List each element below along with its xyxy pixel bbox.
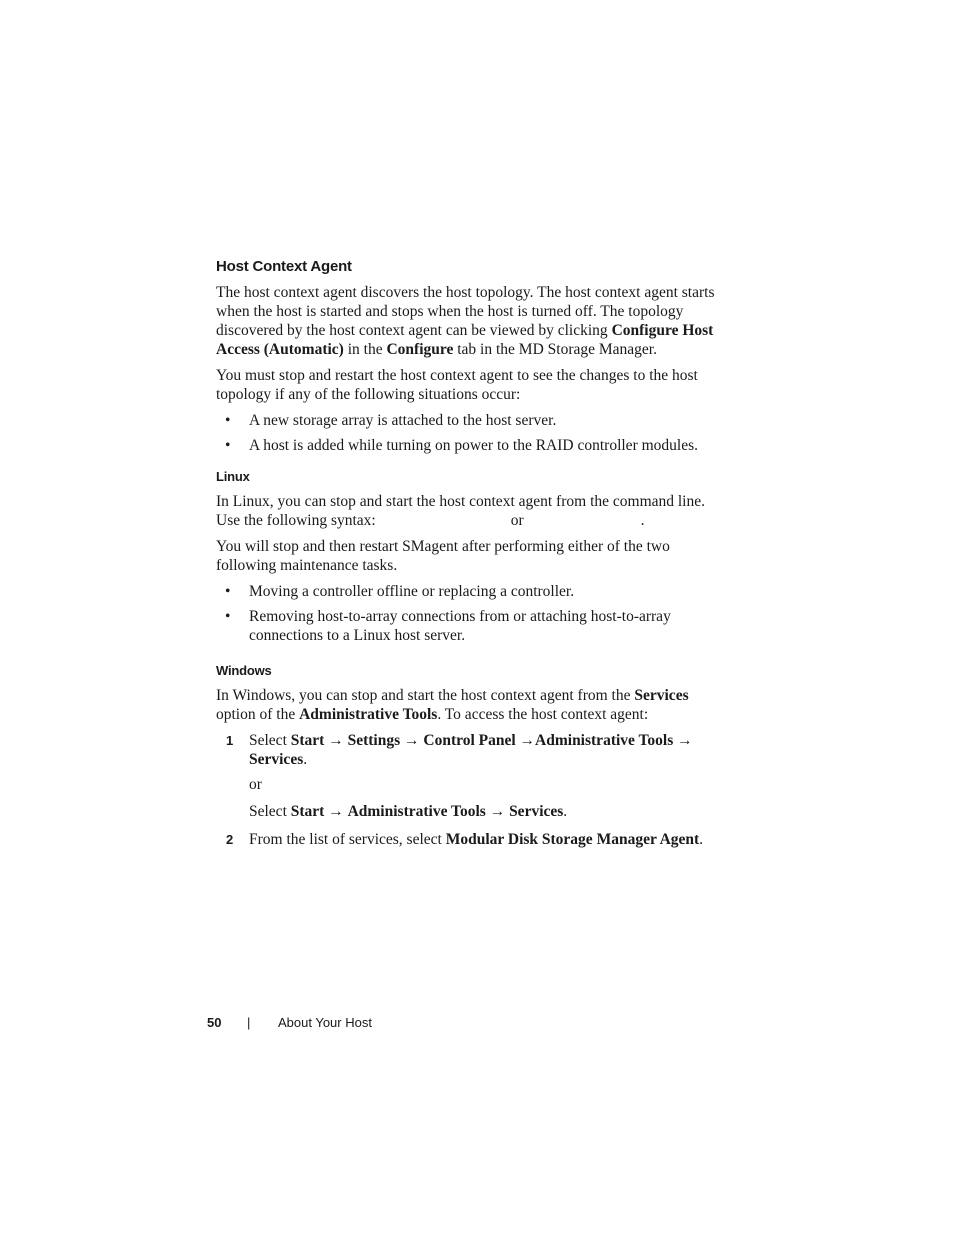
bullet-icon: •: [225, 608, 231, 625]
step-2: 2 From the list of services, select Modular Disk Storage Manager Agent.: [226, 831, 704, 848]
arrow-icon: →: [485, 803, 510, 820]
linux-paragraph-2: You will stop and then restart SMagent after performing either of the two following maintenance tasks.: [216, 538, 670, 574]
step-1-or: or: [249, 776, 262, 793]
administrative-tools-term: Administrative Tools: [299, 706, 438, 723]
steps-list: [216, 731, 716, 849]
intro-paragraph-1: The host context agent discovers the host topology. The host context agent starts when the host is started and stops when the host is turned off. The topology discovered by the host context agent can be viewed by clicking Configure Host Access (Automatic) in the Configure tab in the MD Storage Manager.: [216, 284, 715, 358]
arrow-icon: →: [400, 732, 424, 749]
list-item: • A host is added while turning on power to the RAID controller modules.: [225, 437, 699, 454]
section-heading: Host Context Agent: [216, 258, 352, 275]
arrow-icon: →: [324, 732, 348, 749]
linux-heading: Linux: [216, 469, 250, 484]
bullet-icon: •: [225, 583, 231, 600]
bullet-icon: •: [225, 437, 231, 454]
arrow-icon: →: [673, 732, 693, 749]
maintenance-tasks-list: [216, 582, 716, 645]
arrow-icon: →: [515, 732, 536, 749]
bullet-icon: •: [225, 412, 231, 429]
list-item: • A new storage array is attached to the host server.: [225, 412, 557, 429]
configure-host-access-term: Configure Host Access (Automatic): [216, 322, 714, 358]
chapter-title: About Your Host: [278, 1015, 372, 1030]
windows-paragraph-1: In Windows, you can stop and start the host context agent from the Services option of the Administrative Tools. To access the host context agent:: [216, 687, 689, 723]
configure-tab-term: Configure: [386, 341, 454, 358]
footer-separator: |: [247, 1015, 251, 1030]
services-term: Services: [634, 687, 689, 704]
windows-heading: Windows: [216, 663, 272, 678]
linux-paragraph-1: In Linux, you can stop and start the host context agent from the command line. Use the following syntax: or .: [216, 493, 705, 529]
agent-name-term: Modular Disk Storage Manager Agent: [445, 831, 700, 848]
list-item: • Removing host-to-array connections from or attaching host-to-array connections to a Linux host server.: [225, 608, 671, 644]
arrow-icon: →: [324, 803, 348, 820]
step-1-path: Select Start → Settings → Control Panel →Administrative Tools → Services.: [249, 732, 693, 768]
list-item: • Moving a controller offline or replacing a controller.: [225, 583, 575, 600]
step-number: 2: [226, 832, 234, 847]
page-content: [216, 258, 716, 857]
page-number: 50: [207, 1015, 222, 1030]
step-1-alt-path: Select Start → Administrative Tools → Services.: [249, 803, 568, 820]
step-number: 1: [226, 733, 234, 748]
intro-paragraph-2: You must stop and restart the host context agent to see the changes to the host topology if any of the following situations occur:: [216, 367, 698, 403]
step-1: [216, 731, 716, 821]
situations-list: [216, 411, 716, 455]
